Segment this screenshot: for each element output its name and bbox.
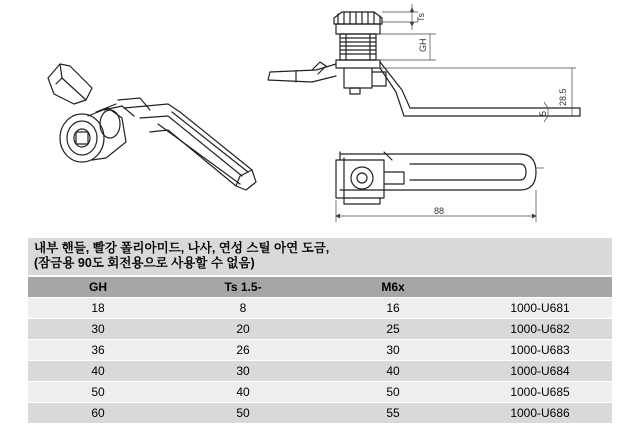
cell-m6x: 50 [318,382,468,403]
cell-part-no: 1000-U681 [468,298,612,319]
cell-gh: 30 [28,319,168,340]
perspective-view [48,64,256,190]
cell-m6x: 16 [318,298,468,319]
cell-gh: 36 [28,340,168,361]
cell-ts: 50 [168,403,318,424]
table-row [28,403,612,424]
cell-part-no: 1000-U682 [468,319,612,340]
cell-gh: 40 [28,361,168,382]
table-row [28,382,612,403]
table-row [28,319,612,340]
cell-m6x: 25 [318,319,468,340]
cell-ts: 30 [168,361,318,382]
dim-ts-label: Ts [416,13,426,22]
caption-line-1: 내부 핸들, 빨강 폴리아미드, 나사, 연성 스틸 아연 도금, [34,241,330,255]
dim-5-label: 5 [538,110,548,116]
table-row [28,340,612,361]
dim-gh-label: GH [418,38,428,52]
cell-part-no: 1000-U686 [468,403,612,424]
spec-table [28,238,612,424]
cell-ts: 20 [168,319,318,340]
cell-part-no: 1000-U683 [468,340,612,361]
cell-ts: 40 [168,382,318,403]
plan-view [336,152,536,204]
cell-ts: 8 [168,298,318,319]
header-gh: GH [28,276,168,298]
cell-gh: 50 [28,382,168,403]
header-part-no [468,276,612,298]
header-ts: Ts 1.5- [168,276,318,298]
header-row [28,276,612,298]
side-view [268,12,580,116]
cell-gh: 18 [28,298,168,319]
cell-m6x: 30 [318,340,468,361]
cell-m6x: 55 [318,403,468,424]
cell-ts: 26 [168,340,318,361]
table-row [28,361,612,382]
cell-gh: 60 [28,403,168,424]
cell-part-no: 1000-U685 [468,382,612,403]
cell-part-no: 1000-U684 [468,361,612,382]
dim-28-5-label: 28.5 [558,88,568,106]
table-caption [28,238,612,276]
caption-line-2: (잠금용 90도 회전용으로 사용할 수 없음) [34,256,255,270]
table-row [28,298,612,319]
header-m6x: M6x [318,276,468,298]
dim-88-label: 88 [434,206,445,216]
cell-m6x: 40 [318,361,468,382]
